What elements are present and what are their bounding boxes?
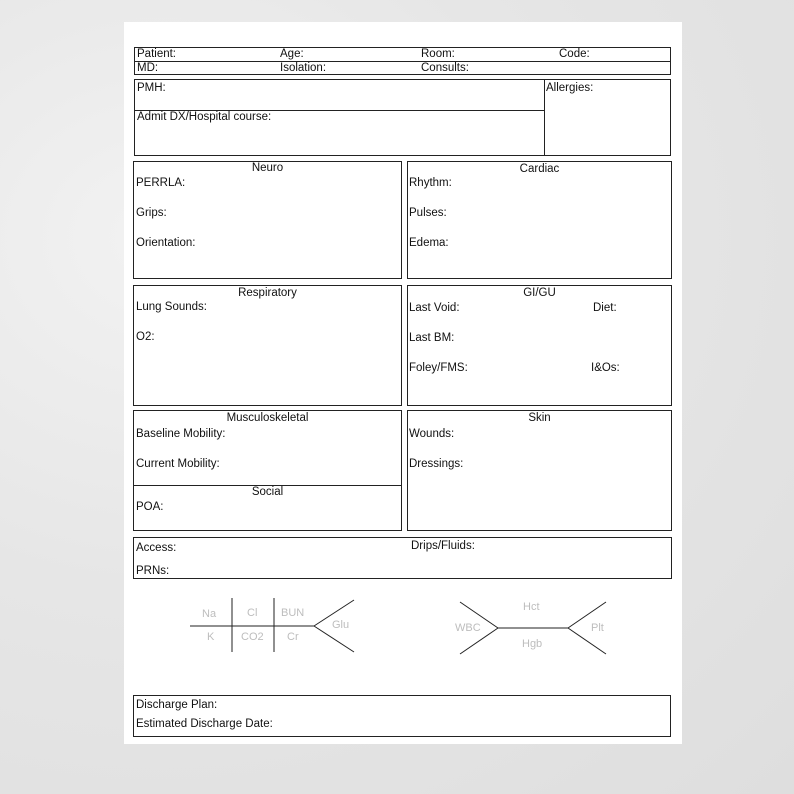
baseline-mobility-label: Baseline Mobility: (136, 428, 226, 440)
plt-label: Plt (591, 622, 604, 634)
last-bm-label: Last BM: (409, 332, 455, 344)
neuro-section (133, 161, 402, 279)
room-label: Room: (421, 48, 455, 60)
bun-label: BUN (281, 607, 305, 619)
prns-label: PRNs: (136, 565, 170, 577)
lung-sounds-label: Lung Sounds: (136, 301, 207, 313)
drips-label: Drips/Fluids: (411, 540, 475, 552)
patient-label: Patient: (137, 48, 176, 60)
pmh-label: PMH: (137, 82, 166, 94)
gigu-section (407, 285, 672, 406)
cbc-fishbone (450, 598, 620, 658)
bmp-fishbone (184, 592, 364, 658)
md-label: MD: (137, 62, 159, 74)
grips-label: Grips: (136, 207, 167, 219)
hgb-label: Hgb (522, 638, 543, 650)
access-section (133, 537, 672, 579)
allergies-label: Allergies: (546, 82, 594, 94)
social-title: Social (251, 486, 284, 498)
wbc-label: WBC (455, 622, 481, 634)
neuro-title: Neuro (251, 162, 284, 174)
isolation-label: Isolation: (280, 62, 327, 74)
header-divider (135, 61, 670, 62)
discharge-date-label: Estimated Discharge Date: (136, 718, 273, 730)
cl-label: Cl (247, 607, 258, 619)
age-label: Age: (280, 48, 304, 60)
rhythm-label: Rhythm: (409, 177, 452, 189)
code-label: Code: (559, 48, 590, 60)
respiratory-section (133, 285, 402, 406)
co2-label: CO2 (241, 631, 264, 643)
musculo-social-section (133, 410, 402, 531)
consults-label: Consults: (421, 62, 469, 74)
musculo-title: Musculoskeletal (226, 412, 309, 424)
dressings-label: Dressings: (409, 458, 464, 470)
diet-label: Diet: (593, 302, 617, 314)
poa-label: POA: (136, 501, 164, 513)
respiratory-title: Respiratory (238, 287, 297, 299)
cardiac-title: Cardiac (519, 163, 560, 175)
k-label: K (207, 631, 215, 643)
hct-label: Hct (523, 601, 540, 613)
report-sheet (124, 22, 682, 744)
patient-header (134, 47, 671, 75)
pulses-label: Pulses: (409, 207, 447, 219)
current-mobility-label: Current Mobility: (136, 458, 220, 470)
discharge-plan-label: Discharge Plan: (136, 699, 218, 711)
admit-label: Admit DX/Hospital course: (137, 111, 272, 123)
history-section (134, 79, 671, 156)
skin-title: Skin (528, 412, 551, 424)
na-label: Na (202, 608, 217, 620)
wounds-label: Wounds: (409, 428, 455, 440)
gigu-title: GI/GU (523, 287, 556, 299)
access-label: Access: (136, 542, 177, 554)
edema-label: Edema: (409, 237, 449, 249)
cardiac-section (407, 161, 672, 279)
skin-section (407, 410, 672, 531)
orientation-label: Orientation: (136, 237, 196, 249)
discharge-section (133, 695, 671, 737)
o2-label: O2: (136, 331, 155, 343)
ios-label: I&Os: (591, 362, 620, 374)
perrla-label: PERRLA: (136, 177, 186, 189)
allergies-divider (544, 80, 545, 155)
glu-label: Glu (332, 619, 350, 631)
cr-label: Cr (287, 631, 299, 643)
last-void-label: Last Void: (409, 302, 460, 314)
foley-label: Foley/FMS: (409, 362, 468, 374)
